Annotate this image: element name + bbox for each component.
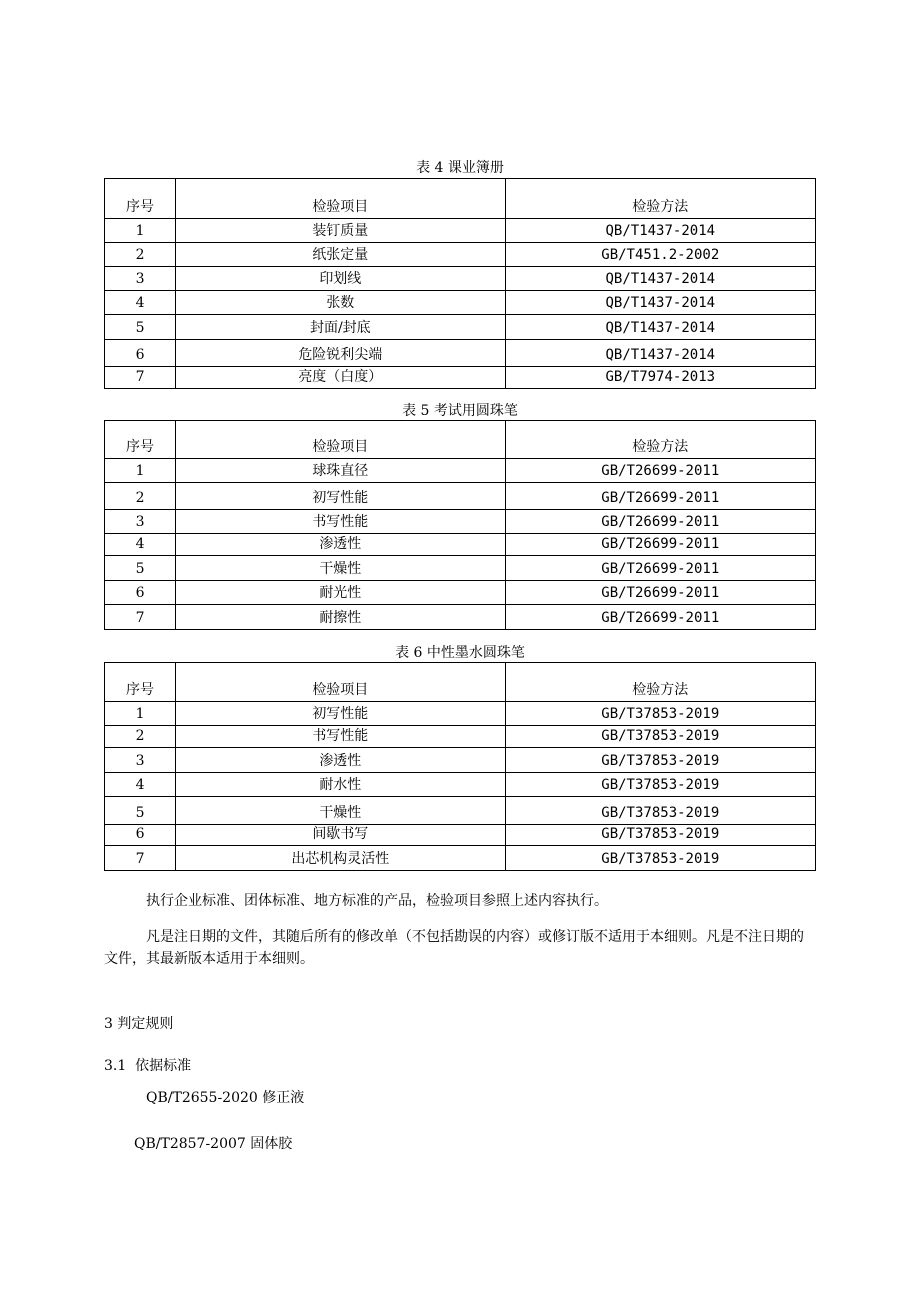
section-heading: 3 判定规则 <box>104 1016 174 1032</box>
table-4-caption: 表 4 课业簿册 <box>416 160 504 176</box>
table-row <box>105 459 816 483</box>
header-item: 检验项目 <box>176 421 505 459</box>
table-row <box>105 748 816 773</box>
header-item: 检验项目 <box>176 179 505 219</box>
table-5-caption: 表 5 考试用圆珠笔 <box>402 403 518 419</box>
row-no: 3 <box>105 748 176 773</box>
table-header-row <box>105 179 816 219</box>
table-row <box>105 773 816 797</box>
row-no: 5 <box>105 556 176 581</box>
row-item: 初写性能 <box>176 702 505 726</box>
row-item: 耐光性 <box>176 581 505 605</box>
row-method: GB/T26699-2011 <box>505 459 815 483</box>
table-row <box>105 340 816 367</box>
row-no: 7 <box>105 605 176 630</box>
row-method: GB/T26699-2011 <box>505 581 815 605</box>
row-item: 出芯机构灵活性 <box>176 846 505 871</box>
table-row <box>105 315 816 340</box>
row-item: 耐水性 <box>176 773 505 797</box>
header-method: 检验方法 <box>505 663 815 702</box>
row-method: QB/T1437-2014 <box>505 315 815 340</box>
row-no: 6 <box>105 581 176 605</box>
table-row <box>105 219 816 243</box>
table-row <box>105 825 816 846</box>
row-method: QB/T1437-2014 <box>505 267 815 291</box>
header-method: 检验方法 <box>505 179 815 219</box>
standard-item: QB/T2655-2020 修正液 <box>146 1090 305 1106</box>
row-item: 印划线 <box>176 267 505 291</box>
row-item: 间歇书写 <box>176 825 505 846</box>
row-item: 耐擦性 <box>176 605 505 630</box>
row-method: QB/T1437-2014 <box>505 291 815 315</box>
row-method: GB/T451.2-2002 <box>505 243 815 267</box>
row-no: 5 <box>105 797 176 825</box>
table-row <box>105 605 816 630</box>
table-6-caption: 表 6 中性墨水圆珠笔 <box>395 645 525 661</box>
row-no: 4 <box>105 773 176 797</box>
table-row <box>105 267 816 291</box>
row-no: 6 <box>105 825 176 846</box>
row-no: 2 <box>105 483 176 510</box>
row-method: QB/T1437-2014 <box>505 340 815 367</box>
row-item: 干燥性 <box>176 797 505 825</box>
row-no: 5 <box>105 315 176 340</box>
row-method: GB/T37853-2019 <box>505 797 815 825</box>
table-6 <box>104 662 816 871</box>
row-item: 纸张定量 <box>176 243 505 267</box>
row-no: 2 <box>105 243 176 267</box>
table-header-row <box>105 663 816 702</box>
row-no: 3 <box>105 510 176 534</box>
paragraph-dated-references: 凡是注日期的文件，其随后所有的修改单（不包括勘误的内容）或修订版不适用于本细则。凡是不注日期的文件，其最新版本适用于本细则。 <box>104 929 804 967</box>
row-method: QB/T1437-2014 <box>505 219 815 243</box>
header-no: 序号 <box>105 663 176 702</box>
row-item: 亮度（白度） <box>176 367 505 389</box>
table-row <box>105 797 816 825</box>
table-row <box>105 556 816 581</box>
row-method: GB/T26699-2011 <box>505 510 815 534</box>
row-no: 1 <box>105 219 176 243</box>
row-method: GB/T37853-2019 <box>505 726 815 748</box>
row-method: GB/T26699-2011 <box>505 483 815 510</box>
table-header-row <box>105 421 816 459</box>
header-method: 检验方法 <box>505 421 815 459</box>
row-method: GB/T26699-2011 <box>505 605 815 630</box>
row-no: 6 <box>105 340 176 367</box>
header-no: 序号 <box>105 421 176 459</box>
row-method: GB/T37853-2019 <box>505 773 815 797</box>
paragraph-scope: 执行企业标准、团体标准、地方标准的产品，检验项目参照上述内容执行。 <box>146 893 608 909</box>
table-row <box>105 846 816 871</box>
row-item: 渗透性 <box>176 748 505 773</box>
row-item: 装钉质量 <box>176 219 505 243</box>
row-item: 书写性能 <box>176 726 505 748</box>
row-item: 球珠直径 <box>176 459 505 483</box>
row-item: 渗透性 <box>176 534 505 556</box>
table-row <box>105 243 816 267</box>
row-no: 4 <box>105 534 176 556</box>
table-4 <box>104 178 816 389</box>
row-no: 7 <box>105 367 176 389</box>
table-row <box>105 726 816 748</box>
table-row <box>105 483 816 510</box>
row-method: GB/T37853-2019 <box>505 825 815 846</box>
row-no: 4 <box>105 291 176 315</box>
row-method: GB/T26699-2011 <box>505 534 815 556</box>
row-method: GB/T37853-2019 <box>505 748 815 773</box>
table-row <box>105 291 816 315</box>
row-item: 危险锐利尖端 <box>176 340 505 367</box>
row-item: 初写性能 <box>176 483 505 510</box>
row-method: GB/T7974-2013 <box>505 367 815 389</box>
table-row <box>105 581 816 605</box>
row-no: 1 <box>105 459 176 483</box>
table-row <box>105 510 816 534</box>
row-no: 7 <box>105 846 176 871</box>
header-no: 序号 <box>105 179 176 219</box>
header-item: 检验项目 <box>176 663 505 702</box>
row-method: GB/T37853-2019 <box>505 702 815 726</box>
row-method: GB/T26699-2011 <box>505 556 815 581</box>
row-no: 2 <box>105 726 176 748</box>
standard-item: QB/T2857-2007 固体胶 <box>134 1136 293 1152</box>
row-item: 张数 <box>176 291 505 315</box>
row-item: 干燥性 <box>176 556 505 581</box>
table-row <box>105 367 816 389</box>
row-no: 3 <box>105 267 176 291</box>
row-no: 1 <box>105 702 176 726</box>
table-row <box>105 702 816 726</box>
subsection-heading: 3.1 依据标准 <box>104 1058 192 1074</box>
table-5 <box>104 420 816 630</box>
table-row <box>105 534 816 556</box>
row-method: GB/T37853-2019 <box>505 846 815 871</box>
row-item: 封面/封底 <box>176 315 505 340</box>
row-item: 书写性能 <box>176 510 505 534</box>
